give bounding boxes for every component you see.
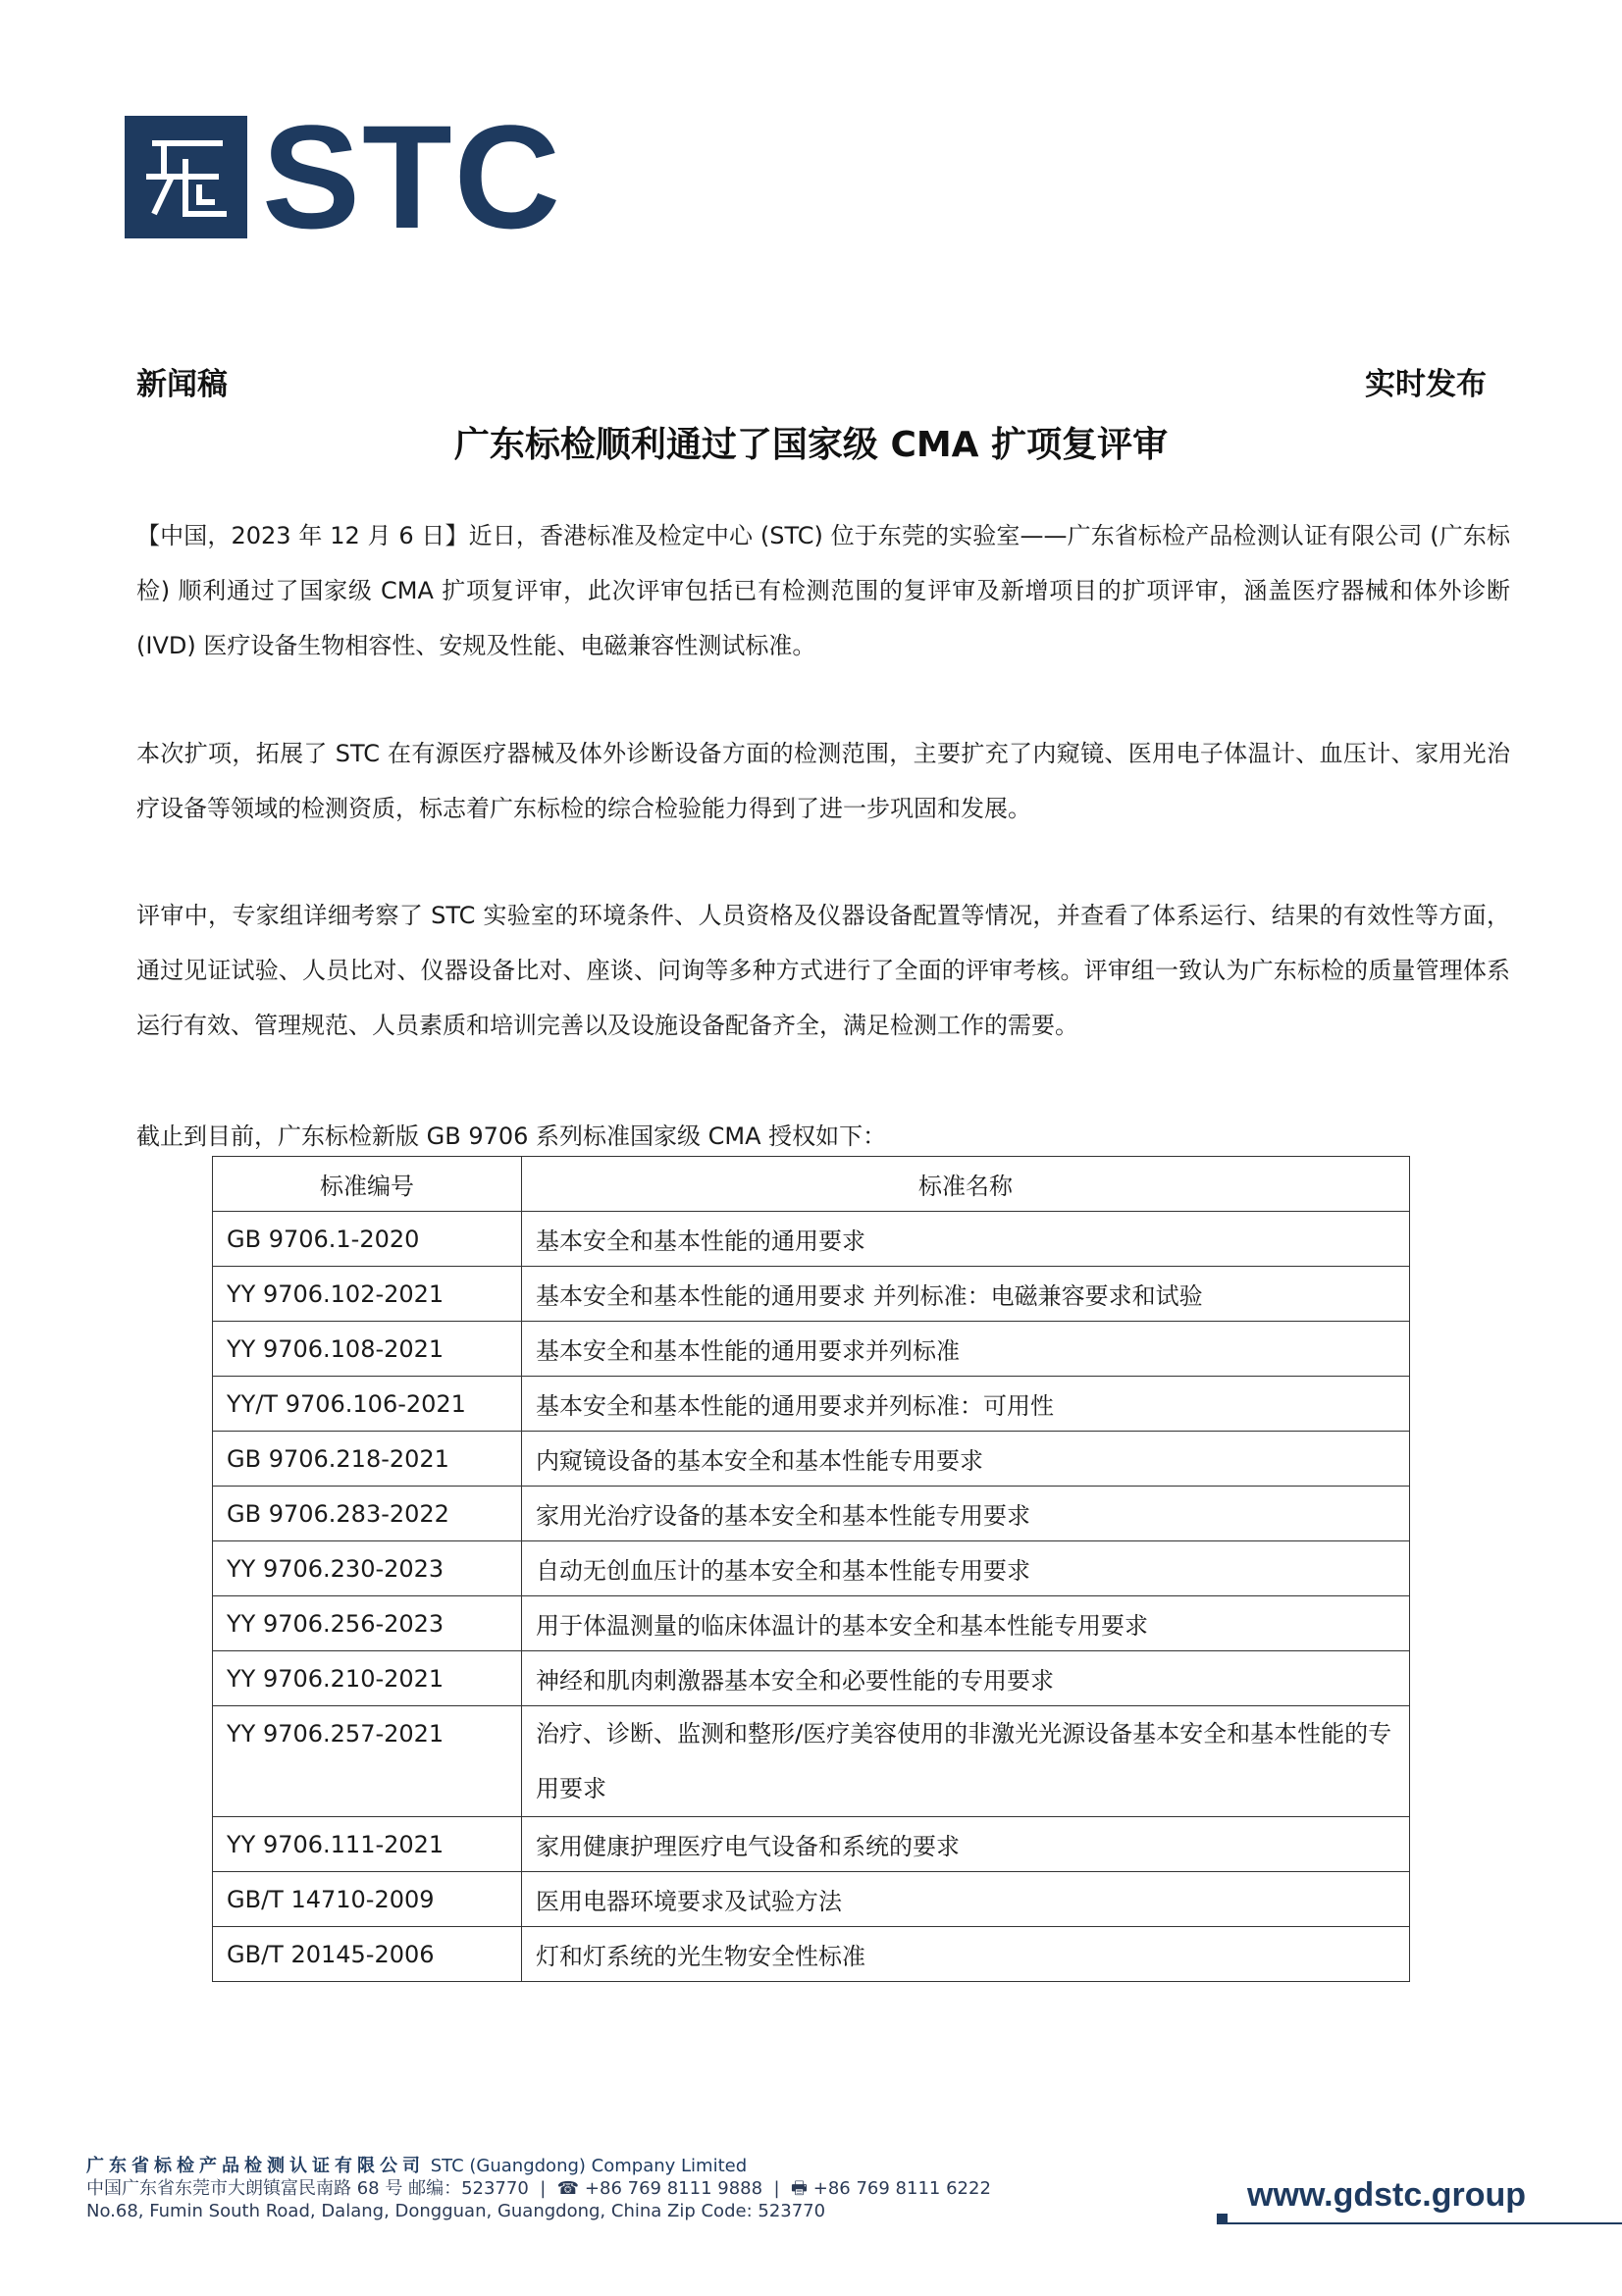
standard-number: GB/T 14710-2009 bbox=[213, 1872, 522, 1927]
standard-number: YY 9706.102-2021 bbox=[213, 1267, 522, 1322]
table-row bbox=[213, 1212, 1410, 1267]
standard-number: GB 9706.218-2021 bbox=[213, 1432, 522, 1487]
table-intro: 截止到目前，广东标检新版 GB 9706 系列标准国家级 CMA 授权如下： bbox=[136, 1122, 887, 1150]
table-row bbox=[213, 1432, 1410, 1487]
standard-name: 医用电器环境要求及试验方法 bbox=[522, 1872, 1410, 1927]
table-row bbox=[213, 1872, 1410, 1927]
standard-number: YY/T 9706.106-2021 bbox=[213, 1377, 522, 1432]
footer-address-en: No.68, Fumin South Road, Dalang, Dongguan, Guangdong, China Zip Code: 523770 bbox=[86, 2201, 826, 2221]
paragraph-1: 【中国，2023 年 12 月 6 日】近日，香港标准及检定中心 (STC) 位于东莞的实验室——广东省标检产品检测认证有限公司 (广东标检) 顺利通过了国家级 CMA 扩项复评审，此次评审包括已有检测范围的复评审及新增项目的扩项评审，涵盖医疗器械和体外诊断 (IVD) 医疗设备生物相容性、安规及性能、电磁兼容性测试标准。 bbox=[136, 522, 1510, 659]
table-row bbox=[213, 1487, 1410, 1541]
table-row bbox=[213, 1706, 1410, 1817]
website-link[interactable]: www.gdstc.group bbox=[1247, 2176, 1526, 2214]
footer-phone: +86 769 8111 9888 bbox=[584, 2178, 763, 2199]
footer-address-cn: 中国广东省东莞市大朗镇富民南路 68 号 邮编：523770 bbox=[86, 2178, 529, 2199]
standard-name: 基本安全和基本性能的通用要求 并列标准：电磁兼容要求和试验 bbox=[522, 1267, 1410, 1322]
table-row bbox=[213, 1817, 1410, 1872]
stc-logo bbox=[125, 94, 591, 259]
standard-name: 自动无创血压计的基本安全和基本性能专用要求 bbox=[522, 1541, 1410, 1596]
press-release-label: 新闻稿 bbox=[136, 367, 228, 402]
page-footer: 广东省标检产品检测认证有限公司 STC (Guangdong) Company Limited 中国广东省东莞市大朗镇富民南路 68 号 邮编：523770 | ☎ +86 769 8111 9888 | 🖶 +86 769 8111 6222 No.68, Fumin South Road, Dalang, Dongguan, Guangdong, China Zip Code: 523770 bbox=[86, 2156, 991, 2221]
table-row bbox=[213, 1322, 1410, 1377]
standard-number: YY 9706.257-2021 bbox=[213, 1706, 522, 1817]
table-row bbox=[213, 1377, 1410, 1432]
paragraph-2: 本次扩项，拓展了 STC 在有源医疗器械及体外诊断设备方面的检测范围，主要扩充了内窥镜、医用电子体温计、血压计、家用光治疗设备等领域的检测资质，标志着广东标检的综合检验能力得到了进一步巩固和发展。 bbox=[136, 740, 1510, 822]
release-timing-label: 实时发布 bbox=[1365, 367, 1487, 402]
standard-number: YY 9706.108-2021 bbox=[213, 1322, 522, 1377]
table-row bbox=[213, 1927, 1410, 1982]
standard-number: YY 9706.256-2023 bbox=[213, 1596, 522, 1651]
standard-name: 基本安全和基本性能的通用要求 bbox=[522, 1212, 1410, 1267]
standard-name: 灯和灯系统的光生物安全性标准 bbox=[522, 1927, 1410, 1982]
standard-number: YY 9706.230-2023 bbox=[213, 1541, 522, 1596]
footer-company-en: STC (Guangdong) Company Limited bbox=[430, 2156, 748, 2176]
standard-name: 神经和肌肉刺激器基本安全和必要性能的专用要求 bbox=[522, 1651, 1410, 1706]
header-standard-number: 标准编号 bbox=[213, 1157, 522, 1212]
standard-name: 基本安全和基本性能的通用要求并列标准：可用性 bbox=[522, 1377, 1410, 1432]
standard-name: 用于体温测量的临床体温计的基本安全和基本性能专用要求 bbox=[522, 1596, 1410, 1651]
phone-icon: ☎ bbox=[556, 2178, 580, 2199]
table-row bbox=[213, 1596, 1410, 1651]
fax-icon: 🖶 bbox=[791, 2178, 809, 2199]
standard-name: 家用健康护理医疗电气设备和系统的要求 bbox=[522, 1817, 1410, 1872]
paragraph-3: 评审中，专家组详细考察了 STC 实验室的环境条件、人员资格及仪器设备配置等情况，并查看了体系运行、结果的有效性等方面，通过见证试验、人员比对、仪器设备比对、座谈、问询等多种方式进行了全面的评审考核。评审组一致认为广东标检的质量管理体系运行有效、管理规范、人员素质和培训完善以及设施设备配备齐全，满足检测工作的需要。 bbox=[136, 902, 1510, 1039]
standard-name: 家用光治疗设备的基本安全和基本性能专用要求 bbox=[522, 1487, 1410, 1541]
standard-number: GB 9706.283-2022 bbox=[213, 1487, 522, 1541]
standard-number: YY 9706.111-2021 bbox=[213, 1817, 522, 1872]
standard-number: GB 9706.1-2020 bbox=[213, 1212, 522, 1267]
table-row bbox=[213, 1651, 1410, 1706]
table-row bbox=[213, 1267, 1410, 1322]
page-title: 广东标检顺利通过了国家级 CMA 扩项复评审 bbox=[453, 425, 1169, 465]
standard-name: 内窥镜设备的基本安全和基本性能专用要求 bbox=[522, 1432, 1410, 1487]
logo-wordmark: STC bbox=[262, 94, 562, 259]
table-row bbox=[213, 1541, 1410, 1596]
stc-emblem-icon bbox=[125, 116, 247, 238]
standard-name: 治疗、诊断、监测和整形/医疗美容使用的非激光光源设备基本安全和基本性能的专用要求 bbox=[522, 1706, 1410, 1817]
footer-rule bbox=[1217, 2222, 1622, 2224]
standard-number: YY 9706.210-2021 bbox=[213, 1651, 522, 1706]
standard-name: 基本安全和基本性能的通用要求并列标准 bbox=[522, 1322, 1410, 1377]
table-header-row bbox=[213, 1157, 1410, 1212]
footer-fax: +86 769 8111 6222 bbox=[812, 2178, 991, 2199]
standard-number: GB/T 20145-2006 bbox=[213, 1927, 522, 1982]
footer-company-cn: 广东省标检产品检测认证有限公司 bbox=[86, 2156, 425, 2176]
standards-table bbox=[212, 1156, 1410, 1982]
header-standard-name: 标准名称 bbox=[522, 1157, 1410, 1212]
